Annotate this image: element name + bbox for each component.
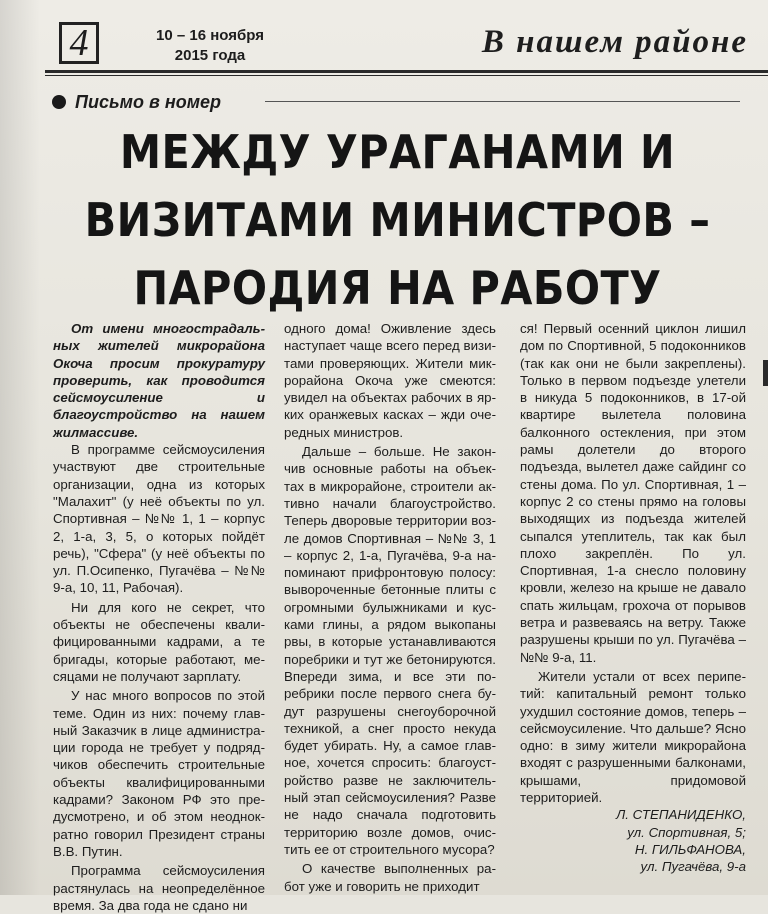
rubric-bullet-icon — [52, 95, 66, 109]
paragraph: Ни для кого не секрет, что объекты не обеспечены квалифицированными кадрами, а те бригады, которые работают, месяцами не получают зарплату. — [53, 599, 265, 684]
section-title: В нашем районе — [481, 24, 748, 60]
article-column-1 — [53, 320, 265, 914]
page-edge-mark — [763, 360, 768, 386]
page-fold-shadow — [0, 0, 40, 895]
header-rule-top — [45, 70, 768, 73]
issue-date-range: 10 – 16 ноября — [156, 27, 264, 44]
paragraph: Программа сейсмоусиления растянулась на неопределённое время. За два года не сдано ни — [53, 863, 265, 913]
signature-author-2: Н. ГИЛЬФАНОВА, — [634, 841, 746, 857]
paragraph: Дальше – больше. Не закончив основные работы на объектах в микрорайоне, строители активно начали благоустройство. Теперь дворовые территории возле домов Спортивная – №№ 3, 1 – корпус 2, 1-а, Пугачёва, 9-а напоминают прифронтовую полосу: вывороченные бетонные плиты с огромными булыжниками и кусками глины, а рядом выкопаны рвы, в которые устанавливаются поребрики и тут же бетонируются. Впереди зима, и все эти поребрики после первого снега будут разрушены снегоуборочной техникой, а снег просто некуда будет убирать. Ну, а самое главное, хочется спросить: благоустройство разве не заключительный этап сейсмоусиления? Разве не надо сначала подготовить территорию возле домов, очистить ее от строительного мусора? — [284, 444, 496, 857]
article-headline: МЕЖДУ УРАГАНАМИ И ВИЗИТАМИ МИНИСТРОВ – ПАРОДИЯ НА РАБОТУ — [84, 125, 711, 315]
paragraph: одного дома! Оживление здесь наступает чаще всего перед визитами проверяющих. Жители микрорайона Окоча уже смеются: увидел на объектах рабочих в ярких оранжевых касках – жди очередных министров. — [284, 321, 496, 440]
page-number: 4 — [59, 22, 99, 64]
paragraph: ся! Первый осенний циклон лишил дом по Спортивной, 5 подоконников (так как они не были закреплены). Только в первом подъезде улетели в никуда 5 подоконников, в 17-ой квартире вылетела половина балконного остекления, при этом рамы долетели до второго подъезда, вылетел даже сайдинг со стены дома. По ул. Спортивная, 1 – корпус 2 со стены прямо на головы выходящих из подъезда жителей сыпался утеплитель, так как был плохо закреплён. По ул. Спортивная, 1-а снесло половину кровли, железо на крыше не давало спать жильцам, грохоча от порывов ветра и развеваясь на ветру. Также разрушены крыши по ул. Пугачёва – №№ 9-а, 11. — [520, 321, 746, 665]
rubric-label: Письмо в номер — [75, 91, 222, 112]
article-column-3 — [520, 320, 746, 876]
rubric-divider — [265, 101, 740, 102]
signature-address-1: ул. Спортивная, 5; — [627, 824, 746, 840]
paragraph: Жители устали от всех перипетий: капитальный ремонт только ухудшил состояние домов, теперь – сейсмоусиление. Что дальше? Ясно одно: в зиму жители микрорайона входят с разрушенными балконами, крышами, придомовой территорией. — [520, 668, 746, 806]
issue-date — [135, 26, 285, 66]
rubric — [52, 89, 221, 115]
issue-year: 2015 года — [174, 47, 246, 64]
article-column-2 — [284, 320, 496, 895]
signature-address-2: ул. Пугачёва, 9-а — [640, 859, 746, 875]
paragraph: О качестве выполненных работ уже и говорить не приходит — [284, 861, 496, 894]
header-rule-bottom — [45, 75, 768, 76]
signature-author-1: Л. СТЕПАНИДЕНКО, — [616, 807, 746, 823]
signature-block — [520, 806, 746, 875]
paragraph: У нас много вопросов по этой теме. Один из них: почему главный Заказчик в лице администрации города не требует у подрядчиков обеспечить строительные объекты квалифицированными кадрами? Законом РФ это предусмотрено, и об этом неоднократно говорил Президент страны В.В. Путин. — [53, 688, 265, 859]
article-lead: От имени многострадальных жителей микрорайона Окоча просим прокуратуру проверить, как проводится сейсмоусиление и благоустройство на нашем жилмассиве. — [53, 321, 265, 440]
paragraph: В программе сейсмоусиления участвуют две строительные организации, одна из которых "Малахит" (у неё объекты по ул. Спортивная – №№ 1, 1 – корпус 2, 1-а, 3, 5, о которых пойдёт речь), "Сфера" (у неё объекты по ул. П.Осипенко, Пугачёва – №№ 9-а, 10, 11, Рабочая). — [53, 442, 265, 596]
